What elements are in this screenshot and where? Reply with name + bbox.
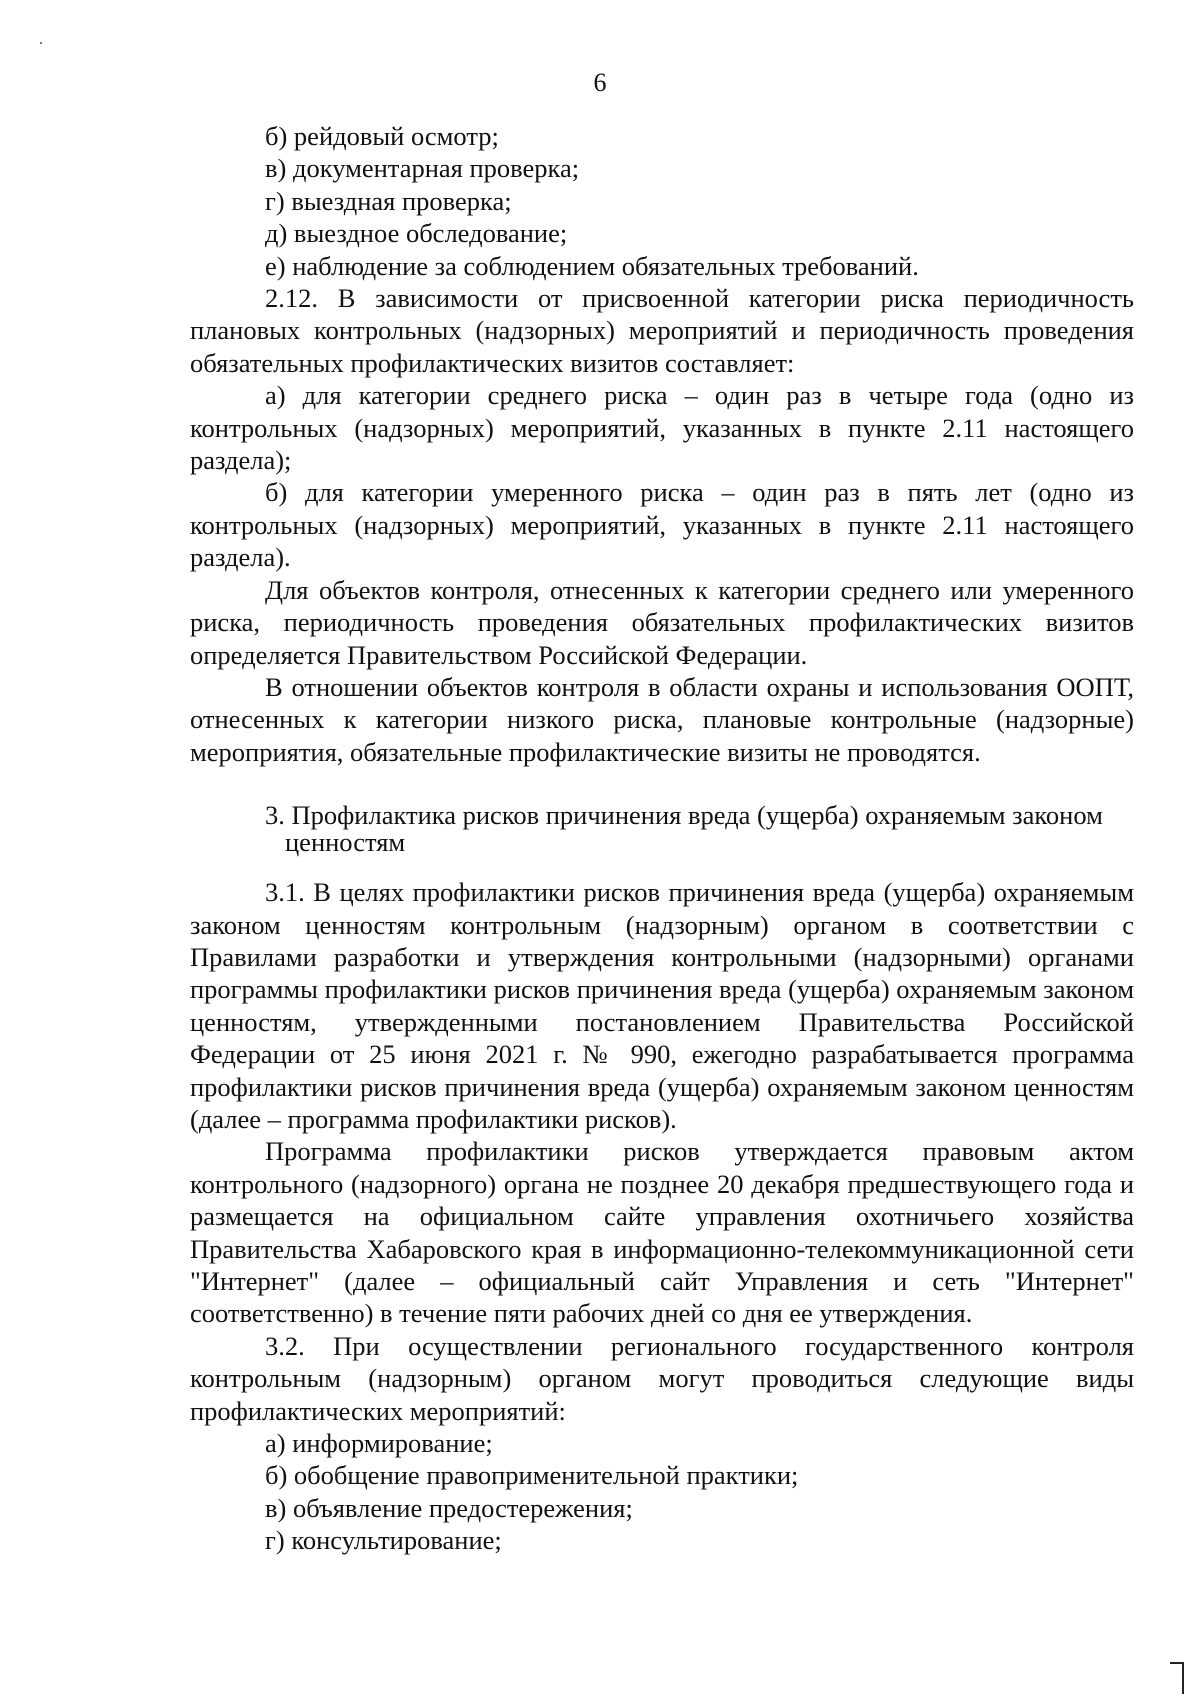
list-item: е) наблюдение за соблюдением обязательных требований. (265, 250, 919, 281)
paragraph-program: Программа профилактики рисков утверждается правовым актом контрольного (надзорного) органа не позднее 20 декабря предшествующего года и размещается на официальном сайте управления охотничьего хозяйства Правительства Хабаровского края в информационно-телекоммуникационной сети "Интернет" (далее – официальный сайт Управления и сеть "Интернет" соответственно) в течение пяти рабочих дней со дня ее утверждения. (190, 1136, 1134, 1329)
list-item: в) документарная проверка; (265, 153, 580, 184)
list-item: а) информирование; (265, 1428, 493, 1459)
section-3-heading (265, 802, 1134, 856)
list-item: д) выездное обследование; (265, 218, 568, 249)
list-item: б) обобщение правоприменительной практики; (265, 1460, 799, 1491)
paragraph-2-12: 2.12. В зависимости от присвоенной категории риска периодичность плановых контрольных (надзорных) мероприятий и периодичность проведения обязательных профилактических визитов составляет: (190, 283, 1134, 378)
list-item: в) объявление предостережения; (265, 1492, 633, 1523)
paragraph-2-12-b: б) для категории умеренного риска – один раз в пять лет (одно из контрольных (надзорных) мероприятий, указанных в пункте 2.11 настоящего раздела). (190, 477, 1134, 573)
list-item: б) рейдовый осмотр; (265, 121, 499, 151)
page-number: 6 (593, 68, 607, 97)
paragraph-3-1: 3.1. В целях профилактики рисков причинения вреда (ущерба) охраняемым законом ценностям контрольным (надзорным) органом в соответствии с Правилами разработки и утверждения контрольными (надзорными) органами программы профилактики рисков причинения вреда (ущерба) охраняемым законом ценностям, утвержденными постановлением Правительства Российской Федерации от 25 июня 2021 г. № 990, ежегодно разрабатывается программа профилактики рисков причинения вреда (ущерба) охраняемым законом ценностям (далее – программа профилактики рисков). (190, 877, 1134, 1134)
paragraph-3-2: 3.2. При осуществлении регионального государственного контроля контрольным (надзорным) органом могут проводиться следующие виды профилактических мероприятий: (190, 1330, 1134, 1426)
corner-bracket-mark (1170, 1662, 1184, 1694)
paragraph-oopt-low-risk: В отношении объектов контроля в области охраны и использования ООПТ, отнесенных к категории низкого риска, плановые контрольные (надзорные) мероприятия, обязательные профилактические визиты не проводятся. (190, 671, 1134, 767)
section-3-heading-line2: ценностям (285, 827, 406, 858)
section-3-heading-line1: 3. Профилактика рисков причинения вреда (ущерба) охраняемым законом (265, 800, 1103, 831)
paragraph-objects-medium-risk: Для объектов контроля, отнесенных к категории среднего или умеренного риска, периодичность проведения обязательных профилактических визитов определяется Правительством Российской Федерации. (190, 574, 1134, 670)
scan-speck (40, 42, 42, 44)
document-body (190, 120, 1134, 1557)
list-item: г) выездная проверка; (265, 185, 512, 216)
list-item: г) консультирование; (265, 1525, 502, 1556)
paragraph-2-12-a: а) для категории среднего риска – один раз в четыре года (одно из контрольных (надзорных) мероприятий, указанных в пункте 2.11 настоящего раздела); (190, 380, 1134, 476)
